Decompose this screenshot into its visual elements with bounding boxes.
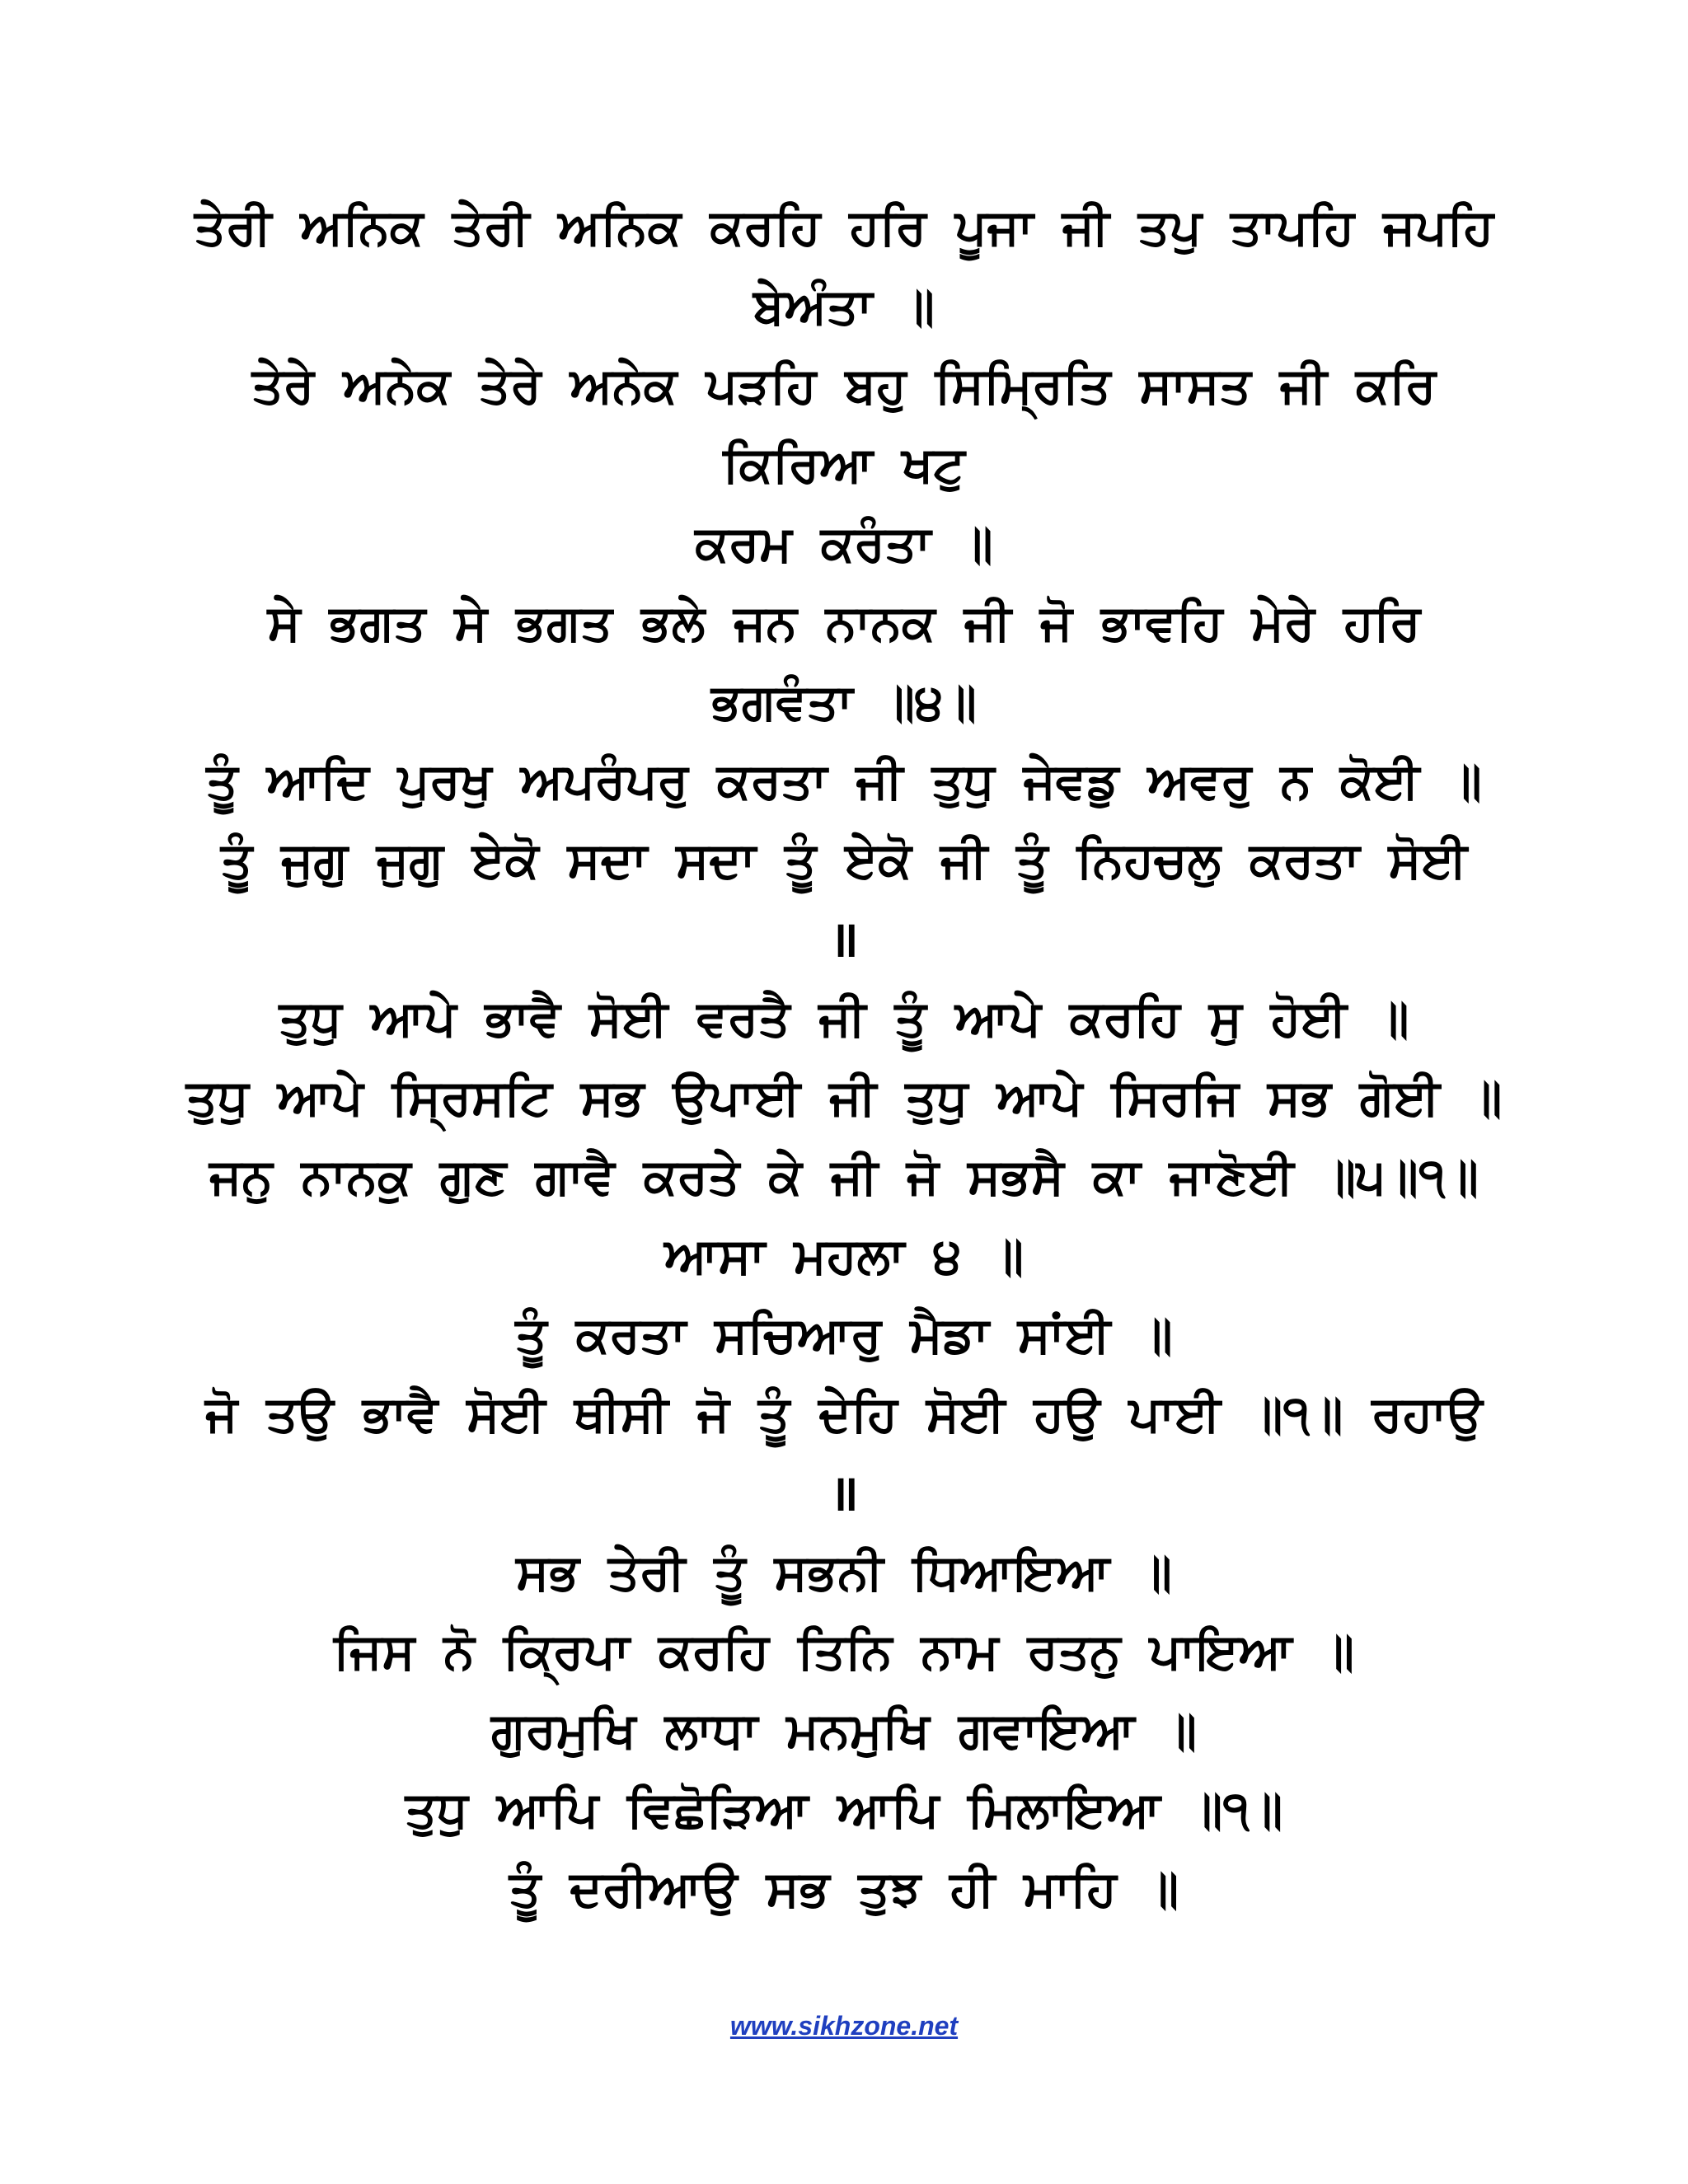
verse-line: ਗੁਰਮੁਖਿ ਲਾਧਾ ਮਨਮੁਖਿ ਗਵਾਇਆ ॥ bbox=[490, 1702, 1198, 1760]
verse-line: ॥ bbox=[829, 1465, 859, 1522]
verse-line: ਜਿਸ ਨੋ ਕ੍ਰਿਪਾ ਕਰਹਿ ਤਿਨਿ ਨਾਮ ਰਤਨੁ ਪਾਇਆ ॥ bbox=[333, 1623, 1355, 1680]
verse-line: ਤੂੰ ਆਦਿ ਪੁਰਖੁ ਅਪਰੰਪਰੁ ਕਰਤਾ ਜੀ ਤੁਧੁ ਜੇਵਡੁ ਅਵਰੁ ਨ ਕੋਈ ॥ bbox=[206, 752, 1482, 810]
verse-line: ਭਗਵੰਤਾ ॥੪॥ bbox=[711, 673, 977, 731]
verse-line: ਤੁਧੁ ਆਪੇ ਸ੍ਰਿਸਟਿ ਸਭ ਉਪਾਈ ਜੀ ਤੁਧੁ ਆਪੇ ਸਿਰਜਿ ਸਭ ਗੋਈ ॥ bbox=[185, 1069, 1503, 1127]
verse-line: ਤੇਰੀ ਅਨਿਕ ਤੇਰੀ ਅਨਿਕ ਕਰਹਿ ਹਰਿ ਪੂਜਾ ਜੀ ਤਪੁ ਤਾਪਹਿ ਜਪਹਿ bbox=[194, 199, 1494, 256]
verse-line: ਤੇਰੇ ਅਨੇਕ ਤੇਰੇ ਅਨੇਕ ਪੜਹਿ ਬਹੁ ਸਿਮ੍ਰਿਤਿ ਸਾਸਤ ਜੀ ਕਰਿ bbox=[251, 357, 1437, 415]
verse-line: ਤੂੰ ਕਰਤਾ ਸਚਿਆਰੁ ਮੈਡਾ ਸਾਂਈ ॥ bbox=[515, 1306, 1173, 1364]
verse-line: ਸਭ ਤੇਰੀ ਤੂੰ ਸਭਨੀ ਧਿਆਇਆ ॥ bbox=[516, 1544, 1172, 1601]
verse-line: ਸੇ ਭਗਤ ਸੇ ਭਗਤ ਭਲੇ ਜਨ ਨਾਨਕ ਜੀ ਜੋ ਭਾਵਹਿ ਮੇਰੇ ਹਰਿ bbox=[267, 594, 1421, 652]
verse-line: ॥ bbox=[829, 911, 859, 968]
verse-line: ਤੂੰ ਦਰੀਆਉ ਸਭ ਤੁਝ ਹੀ ਮਾਹਿ ॥ bbox=[509, 1860, 1179, 1918]
verse-line: ਕਰਮ ਕਰੰਤਾ ॥ bbox=[695, 515, 993, 573]
verse-block bbox=[181, 188, 1507, 1929]
verse-line: ਤੂੰ ਜੁਗੁ ਜੁਗੁ ਏਕੋ ਸਦਾ ਸਦਾ ਤੂੰ ਏਕੋ ਜੀ ਤੂੰ ਨਿਹਚਲੁ ਕਰਤਾ ਸੋਈ bbox=[220, 832, 1468, 889]
verse-line: ਜਨੁ ਨਾਨਕੁ ਗੁਣ ਗਾਵੈ ਕਰਤੇ ਕੇ ਜੀ ਜੋ ਸਭਸੈ ਕਾ ਜਾਣੋਈ ॥੫॥੧॥ bbox=[209, 1148, 1479, 1206]
verse-line: ਤੁਧੁ ਆਪੇ ਭਾਵੈ ਸੋਈ ਵਰਤੈ ਜੀ ਤੂੰ ਆਪੇ ਕਰਹਿ ਸੁ ਹੋਈ ॥ bbox=[279, 990, 1409, 1047]
verse-line: ਜੋ ਤਉ ਭਾਵੈ ਸੋਈ ਥੀਸੀ ਜੋ ਤੂੰ ਦੇਹਿ ਸੋਈ ਹਉ ਪਾਈ ॥੧॥ ਰਹਾਉ bbox=[205, 1385, 1483, 1443]
website-link[interactable]: www.sikhzone.net bbox=[729, 2011, 959, 2041]
verse-line: ਤੁਧੁ ਆਪਿ ਵਿਛੋੜਿਆ ਆਪਿ ਮਿਲਾਇਆ ॥੧॥ bbox=[405, 1781, 1283, 1839]
verse-line: ਕਿਰਿਆ ਖਟੁ bbox=[723, 436, 965, 494]
verse-line: ਬੇਅੰਤਾ ॥ bbox=[753, 278, 935, 335]
verse-heading: ਆਸਾ ਮਹਲਾ ੪ ॥ bbox=[663, 1227, 1025, 1285]
